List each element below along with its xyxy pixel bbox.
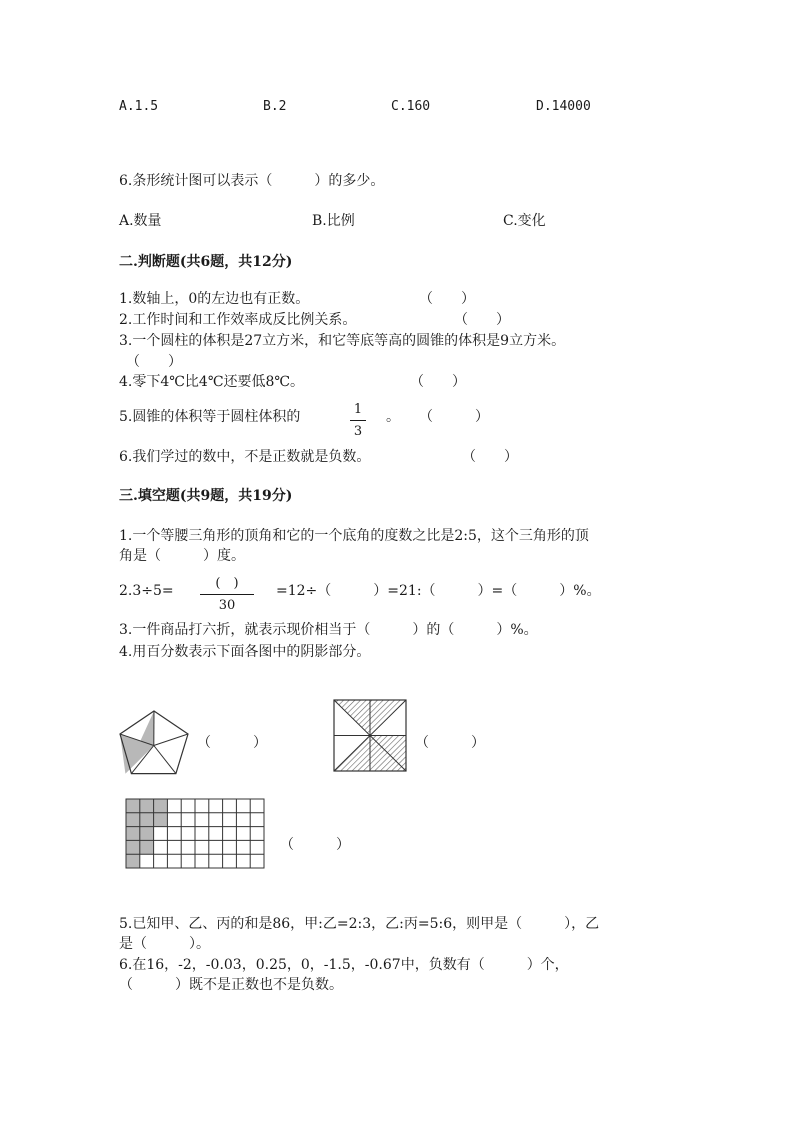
fill-q5-line1: 5.已知甲、乙、丙的和是86，甲:乙=2:3，乙:丙=5:6，则甲是（ ），乙 <box>119 916 600 932</box>
judge-paren-2: （ ） <box>454 312 510 328</box>
judge-item-4: 4.零下4℃比4℃还要低8℃。 <box>119 374 305 390</box>
q6-option-c: C.变化 <box>503 213 546 229</box>
judge-item-5-tail: 。 <box>386 409 400 425</box>
figure-1-answer-paren: （ ） <box>197 735 267 751</box>
square-figure <box>333 699 407 772</box>
fill-q2-prefix: 2.3÷5= <box>119 583 174 599</box>
judge-paren-4: （ ） <box>410 374 466 390</box>
judge-paren-3: （ ） <box>126 354 182 370</box>
fill-q6-line2: （ ）既不是正数也不是负数。 <box>119 977 343 993</box>
fraction-numerator: ( ) <box>200 577 254 595</box>
judge-item-3: 3.一个圆柱的体积是27立方米，和它等底等高的圆锥的体积是9立方米。 <box>119 333 566 349</box>
judge-item-1: 1.数轴上，0的左边也有正数。 <box>119 291 310 307</box>
judge-item-2: 2.工作时间和工作效率成反比例关系。 <box>119 312 357 328</box>
fill-q2-suffix: =12÷（ ）=21:（ ）=（ ）%。 <box>276 583 601 599</box>
judge-item-5-fraction <box>350 403 366 438</box>
fill-q2-fraction <box>200 577 254 612</box>
fill-q6-line1: 6.在16，-2，-0.03，0.25，0，-1.5，-0.67中，负数有（ ）个， <box>119 957 569 973</box>
judge-paren-6: （ ） <box>462 449 518 465</box>
fraction-denominator: 3 <box>353 424 363 439</box>
fill-q1-line1: 1.一个等腰三角形的顶角和它的一个底角的度数之比是2:5，这个三角形的顶 <box>119 528 589 544</box>
judge-paren-1: （ ） <box>419 291 475 307</box>
q5-option-b: B.2 <box>263 99 287 114</box>
q5-option-d: D.14000 <box>536 99 591 114</box>
section3-heading: 三.填空题(共9题，共19分) <box>119 488 293 504</box>
judge-item-5: 5.圆锥的体积等于圆柱体积的 <box>119 409 301 425</box>
fill-q5-line2: 是（ ）。 <box>119 936 210 952</box>
fraction-numerator: 1 <box>350 403 366 421</box>
fill-q3: 3.一件商品打六折，就表示现价相当于（ ）的（ ）%。 <box>119 622 538 638</box>
figure-2-answer-paren: （ ） <box>415 735 485 751</box>
q5-option-a: A.1.5 <box>119 99 159 114</box>
grid-shaded-cells <box>126 799 167 868</box>
q6-option-a: A.数量 <box>119 213 162 229</box>
fill-q1-line2: 角是（ ）度。 <box>119 548 245 564</box>
fill-q4: 4.用百分数表示下面各图中的阴影部分。 <box>119 644 371 660</box>
figure-3-answer-paren: （ ） <box>280 837 350 853</box>
section2-heading: 二.判断题(共6题，共12分) <box>119 254 293 270</box>
q6-stem: 6.条形统计图可以表示（ ）的多少。 <box>119 173 385 189</box>
q6-option-b: B.比例 <box>312 213 355 229</box>
judge-paren-5: （ ） <box>419 409 489 425</box>
pentagon-figure <box>118 710 190 776</box>
judge-item-6: 6.我们学过的数中，不是正数就是负数。 <box>119 449 371 465</box>
q5-option-c: C.160 <box>391 99 431 114</box>
fraction-denominator: 30 <box>218 598 236 613</box>
grid-figure <box>125 798 266 869</box>
